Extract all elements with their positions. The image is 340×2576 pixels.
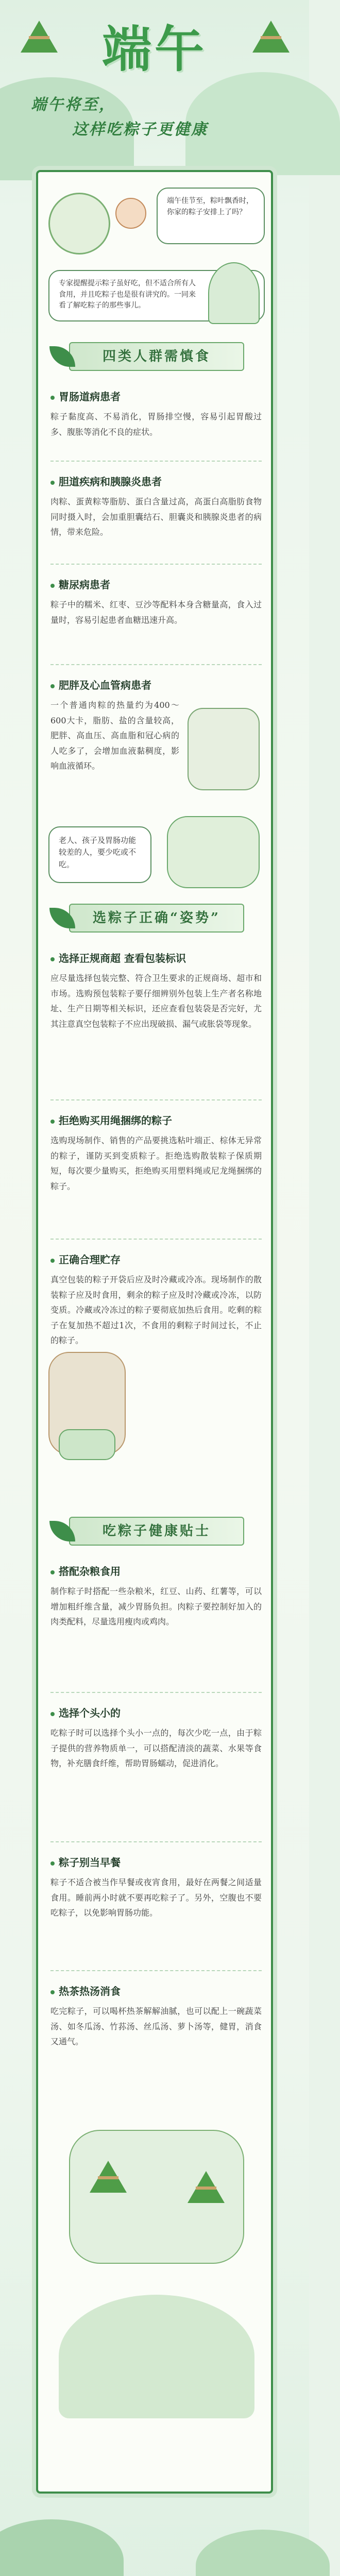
section-banner-1 <box>69 342 244 371</box>
zongzi-icon <box>90 2161 127 2193</box>
section-2-title: 选粽子正确“姿势” <box>93 910 220 926</box>
hill-shape <box>185 72 340 175</box>
zongzi-icon <box>252 21 290 53</box>
divider <box>50 664 262 665</box>
hero-banner <box>0 0 309 170</box>
health-4-title: 热茶热汤消食 <box>50 1983 262 1998</box>
divider <box>50 1841 262 1842</box>
zongzi-basket-icon <box>59 1429 115 1460</box>
health-1-title: 搭配杂粮食用 <box>50 1563 262 1578</box>
tip-3-title: 正确合理贮存 <box>50 1251 262 1266</box>
tip-1-title: 选择正规商超 查看包装标识 <box>50 950 262 965</box>
divider <box>50 461 262 462</box>
divider <box>50 1692 262 1693</box>
child-figure-icon <box>115 198 146 229</box>
zongzi-leaf-icon <box>49 1521 75 1541</box>
divider <box>50 1239 262 1240</box>
group-3-body: 粽子中的糯米、红枣、豆沙等配料本身含糖量高，食入过量时，容易引起患者血糖迅速升高。 <box>50 600 262 625</box>
health-2-body: 吃粽子时可以选择个头小一点的，每次少吃一点，由于粽子提供的营养物质单一，可以搭配清淡的蔬菜、水果等食物，补充膳食纤维，帮助胃肠蠕动，促进消化。 <box>50 1728 262 1769</box>
section-banner-2 <box>69 904 244 933</box>
family-scene-icon <box>167 816 260 888</box>
divider <box>50 1099 262 1100</box>
hero-line-2: 这样吃粽子更健康 <box>72 121 208 139</box>
group-1-title: 胃肠道病患者 <box>50 388 262 403</box>
section-3-title: 吃粽子健康贴士 <box>102 1523 211 1539</box>
hero-line-1: 端午将至， <box>31 96 116 114</box>
footer <box>0 2550 309 2576</box>
group-1-body: 粽子黏度高、不易消化，胃肠排空慢，容易引起胃酸过多、腹胀等消化不良的症状。 <box>50 412 262 437</box>
elder-bubble: 老人、孩子及胃肠功能较差的人，要少吃或不吃。 <box>48 826 151 883</box>
zongzi-leaf-icon <box>49 346 75 367</box>
divider <box>50 1970 262 1971</box>
question-bubble: 端午佳节至，粽叶飘香时，你家的粽子安排上了吗？ <box>157 188 265 244</box>
tip-2-title: 拒绝购买用绳捆绑的粽子 <box>50 1112 262 1127</box>
leaf-shape <box>196 2530 330 2576</box>
group-2-title: 胆道疾病和胰腺炎患者 <box>50 473 262 488</box>
group-4-body: 一个普通肉粽的热量约为400～600大卡，脂肪、盐的含量较高，肥胖、高血压、高血脂和冠心病的人吃多了，会增加血液黏稠度，影响血液循环。 <box>50 700 179 771</box>
zongzi-character-icon <box>48 193 110 255</box>
group-3-title: 糖尿病患者 <box>50 577 262 591</box>
section-banner-3 <box>69 1517 244 1546</box>
health-1-body: 制作粽子时搭配一些杂粮米，红豆、山药、红薯等，可以增加粗纤维含量，减少胃肠负担。肉粽子要控制好加入的肉类配料，尽量选用瘦肉或鸡肉。 <box>50 1586 262 1627</box>
tip-2-body: 选购现场制作、销售的产品要挑选粘叶端正、棕体无异常的粽子，谨防买到变质粽子。拒绝选购散装粽子保质期短，每次要少量购买，拒绝购买用塑料绳或尼龙绳捆绑的粽子。 <box>50 1136 262 1191</box>
doctor-figure-icon <box>208 262 260 324</box>
group-4-title: 肥胖及心血管病患者 <box>50 677 262 692</box>
grandma-figure-icon <box>188 708 260 790</box>
group-2-body: 肉粽、蛋黄粽等脂肪、蛋白含量过高，高蛋白高脂肪食物同时摄入时，会加重胆囊结石、胆囊炎和胰腺炎患者的病情，带来危险。 <box>50 497 262 537</box>
health-2-title: 选择个头小的 <box>50 1705 262 1720</box>
section-1-title: 四类人群需慎食 <box>102 349 211 364</box>
zongzi-icon <box>21 21 58 53</box>
tip-3-body-top: 真空包装的粽子开袋后应及时冷藏或冷冻。现场制作的散装粽子应及时食用，剩余的粽子应及时冷藏或冷冻，以防变质。冷藏或冷冻过的粽子要彻底加热后食用。吃剩的粽子在复加热不超过1次，不食用的剩粽子时间过长，不止的粽子。 <box>50 1275 262 1346</box>
expert-bubble: 专家提醒提示粽子虽好吃，但不适合所有人食用，并且吃粽子也是很有讲究的。一同来看了解吃粽子的那些事儿。 <box>48 270 265 321</box>
content-card <box>36 170 273 2494</box>
health-3-title: 粽子别当早餐 <box>50 1854 262 1869</box>
zongzi-icon <box>188 2171 225 2203</box>
zongzi-leaf-icon <box>49 908 75 928</box>
tip-1-body: 应尽量选择包装完整、符合卫生要求的正规商场、超市和市场。选购预包装粽子要仔细辨别外包装上生产者名称地址、生产日期等相关标识，还应查看包装袋是否完好，尤其注意真空包装粽子不应出现破损、漏气或胀袋等现象。 <box>50 973 262 1029</box>
health-4-body: 吃完粽子，可以喝杯热茶解解油腻，也可以配上一碗蔬菜汤、如冬瓜汤、竹荪汤、丝瓜汤、萝卜汤等，健胃，消食又通气。 <box>50 2006 262 2047</box>
zongzi-pile-icon <box>59 2295 254 2418</box>
health-3-body: 粽子不适合被当作早餐或夜宵食用，最好在两餐之间适量食用。睡前两小时就不要再吃粽子了。另外，空腹也不要吃粽子，以免影响胃肠功能。 <box>50 1877 262 1918</box>
divider <box>50 564 262 565</box>
leaf-shape <box>0 2519 124 2576</box>
hero-title: 端午 <box>102 20 207 78</box>
